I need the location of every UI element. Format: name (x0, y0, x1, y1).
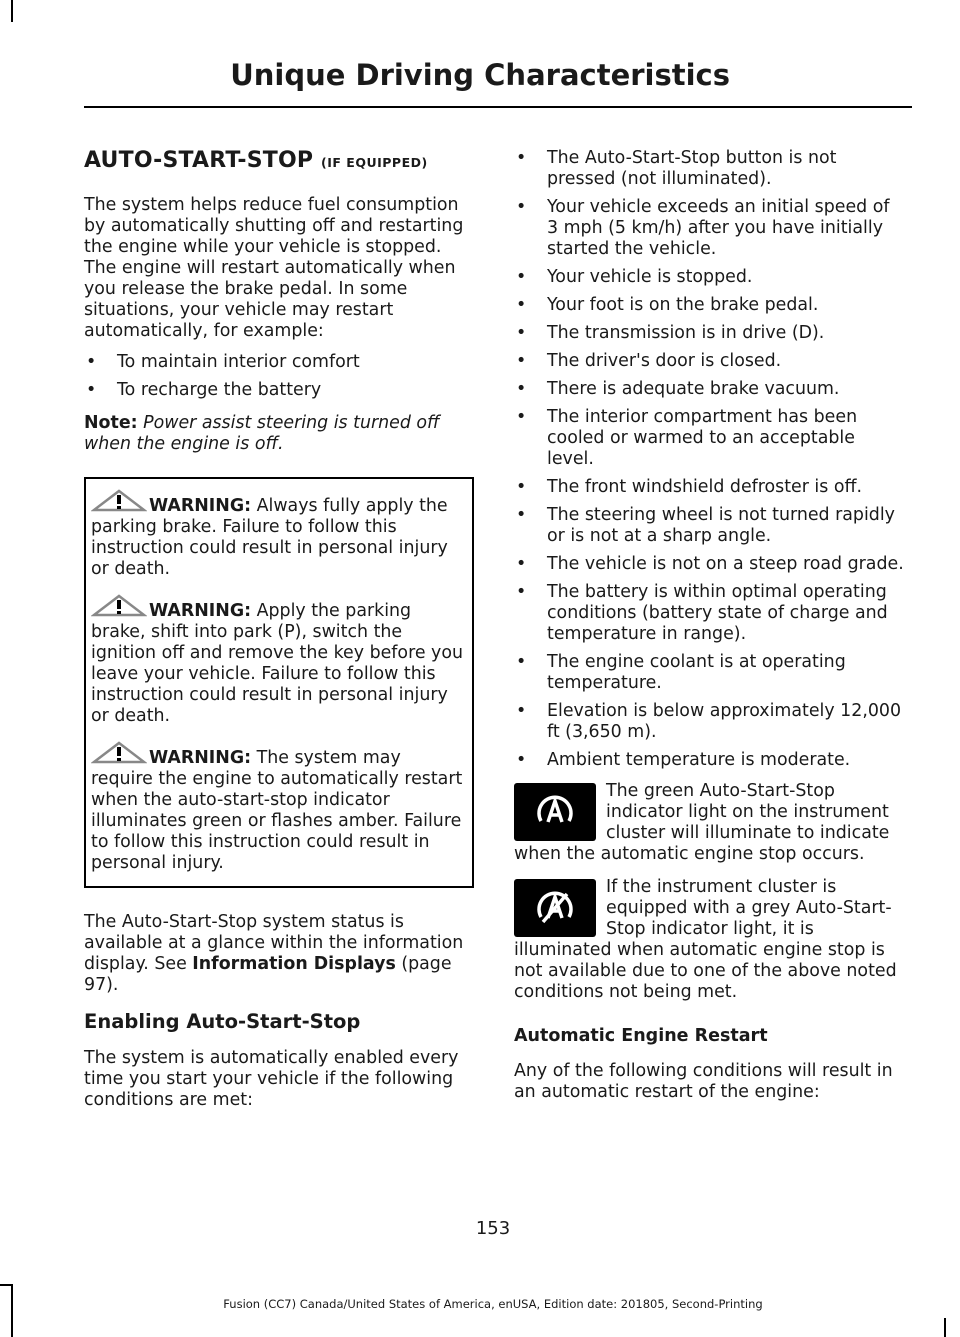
list-item: • The battery is within optimal operating conditions (battery state of charge and temperature in range). (514, 582, 904, 645)
list-item: • The front windshield defroster is off. (514, 477, 904, 498)
section-heading: AUTO-START-STOP (IF EQUIPPED) (84, 148, 428, 173)
warning-text: The system may require the engine to automatically restart when the auto-start-stop indicator illuminates green or flashes amber. Failure to follow this instruction could result in personal injury. (91, 748, 463, 873)
list-item: • The vehicle is not on a steep road grade. (514, 554, 904, 575)
list-item: • The steering wheel is not turned rapidly or is not at a sharp angle. (514, 505, 904, 547)
warning-label: WARNING: (149, 601, 252, 621)
auto-start-stop-off-icon (514, 879, 596, 937)
header-rule (84, 106, 912, 108)
warning-text: Apply the parking brake, shift into park (P), switch the ignition off and remove the key before you leave your vehicle. Failure to follow this instruction could result in personal injury or death. (91, 601, 464, 726)
green-indicator-block (514, 781, 904, 865)
right-column (514, 148, 904, 1113)
footer-edition: Fusion (CC7) Canada/United States of America, enUSA, Edition date: 201805, Second-Printing (223, 1297, 763, 1311)
chapter-title: Unique Driving Characteristics (230, 58, 730, 92)
list-item: • There is adequate brake vacuum. (514, 379, 904, 400)
warning-label: WARNING: (149, 496, 252, 516)
list-item: • Ambient temperature is moderate. (514, 750, 904, 771)
list-item: • The interior compartment has been cooled or warmed to an acceptable level. (514, 407, 904, 470)
note-label: Note: (84, 413, 138, 433)
crop-mark-top-left (11, 0, 13, 22)
information-displays-link[interactable]: Information Displays (192, 954, 396, 974)
warning-triangle-icon (91, 489, 147, 513)
note-text: Power assist steering is turned off when the engine is off. (84, 413, 440, 454)
note-paragraph (84, 413, 474, 455)
list-item: • The Auto-Start-Stop button is not pressed (not illuminated). (514, 148, 904, 190)
list-item: • Elevation is below approximately 12,000 ft (3,650 m). (514, 701, 904, 743)
list-item: • Your vehicle exceeds an initial speed of 3 mph (5 km/h) after you have initially started the vehicle. (514, 197, 904, 260)
restart-examples-list (84, 352, 474, 401)
auto-start-stop-icon (514, 783, 596, 841)
warning-triangle-icon (91, 741, 147, 765)
list-item: • Your vehicle is stopped. (514, 267, 904, 288)
enabling-paragraph: The system is automatically enabled every time you start your vehicle if the following conditions are met: (84, 1048, 459, 1110)
grey-indicator-block (514, 877, 904, 1003)
crop-mark-bottom-right (944, 1318, 946, 1337)
conditions-list (514, 148, 904, 771)
list-item: • Your foot is on the brake pedal. (514, 295, 904, 316)
warning-item (91, 489, 464, 580)
list-item: • The driver's door is closed. (514, 351, 904, 372)
heading-suffix: (IF EQUIPPED) (321, 155, 428, 170)
crop-mark-bottom-left-h (0, 1284, 13, 1286)
crop-mark-bottom-left (11, 1286, 13, 1337)
green-indicator-text: The green Auto-Start-Stop indicator light on the instrument cluster will illuminate to indicate when the automatic engine stop occurs. (514, 781, 890, 864)
warning-text: Always fully apply the parking brake. Failure to follow this instruction could result in personal injury or death. (91, 496, 448, 579)
warning-item (91, 594, 464, 727)
intro-paragraph: The system helps reduce fuel consumption by automatically shutting off and restarting the engine while your vehicle is stopped. The engine will restart automatically when you release the brake pedal. In some situations, your vehicle may restart automatically, for example: (84, 195, 464, 341)
list-item: • To recharge the battery (84, 380, 474, 401)
left-column (84, 148, 474, 1121)
warning-item (91, 741, 464, 874)
page-number: 153 (475, 1218, 511, 1239)
list-item: • The transmission is in drive (D). (514, 323, 904, 344)
restart-paragraph: Any of the following conditions will result in an automatic restart of the engine: (514, 1061, 893, 1102)
warning-box (84, 477, 474, 888)
grey-indicator-text: If the instrument cluster is equipped with a grey Auto-Start-Stop indicator light, it is illuminated when automatic engine stop is not available due to one of the above noted conditions not being met. (514, 877, 897, 1002)
status-paragraph: The Auto-Start-Stop system status is available at a glance within the information display. See Information Displays (page 97). (84, 912, 464, 995)
restart-heading: Automatic Engine Restart (514, 1026, 768, 1046)
enabling-heading: Enabling Auto-Start-Stop (84, 1010, 361, 1033)
list-item: • The engine coolant is at operating temperature. (514, 652, 904, 694)
list-item: • To maintain interior comfort (84, 352, 474, 373)
warning-label: WARNING: (149, 748, 252, 768)
warning-triangle-icon (91, 594, 147, 618)
